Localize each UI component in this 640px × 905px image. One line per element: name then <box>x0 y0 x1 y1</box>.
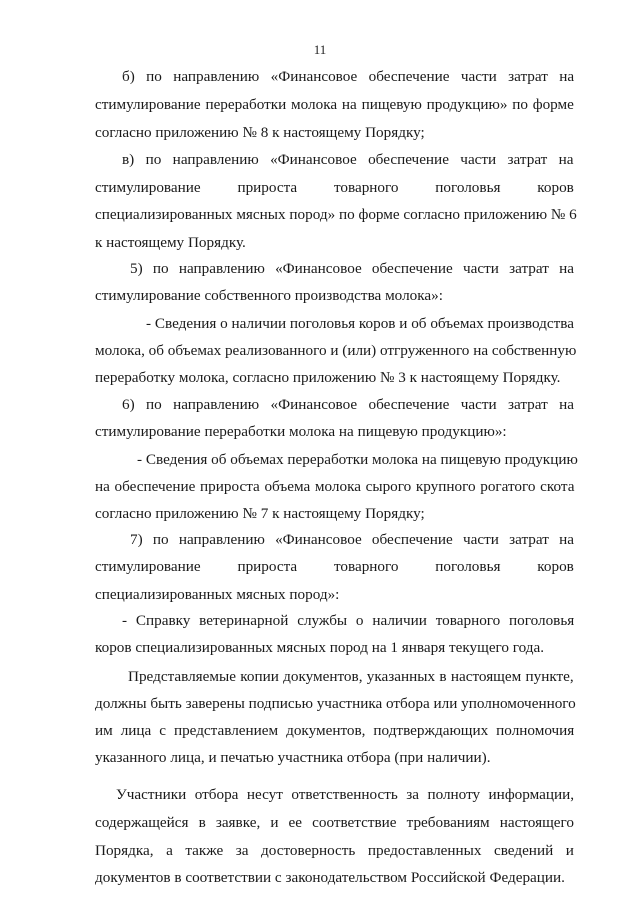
text-line: согласно приложению № 8 к настоящему Порядку; <box>95 124 425 141</box>
text-line: 6) по направлению «Финансовое обеспечение части затрат на <box>122 396 574 413</box>
text-line: Участники отбора несут ответственность за полноту информации, <box>116 786 575 803</box>
text-line: стимулирование собственного производства молока»: <box>95 287 443 304</box>
text-line: в) по направлению «Финансовое обеспечение части затрат на <box>122 151 574 168</box>
text-line: - Сведения об объемах переработки молока на пищевую продукцию <box>137 451 578 468</box>
text-line: им лица с представлением документов, подтверждающих полномочия <box>95 722 575 739</box>
text-line: на обеспечение прироста объема молока сырого крупного рогатого скота <box>95 478 575 495</box>
text-line: к настоящему Порядку. <box>95 234 246 251</box>
text-line: коров специализированных мясных пород на 1 января текущего года. <box>95 639 545 656</box>
text-line: Порядка, а также за достоверность предоставленных сведений и <box>95 842 574 859</box>
text-line: б) по направлению «Финансовое обеспечение части затрат на <box>122 68 575 85</box>
text-line: должны быть заверены подписью участника отбора или уполномоченного <box>95 695 576 712</box>
text-line: переработку молока, согласно приложению № 3 к настоящему Порядку. <box>95 369 561 386</box>
text-line: стимулирование переработки молока на пищевую продукцию» по форме <box>95 96 574 113</box>
text-line: 7) по направлению «Финансовое обеспечение части затрат на <box>130 531 574 548</box>
page-number: 11 <box>313 42 327 57</box>
text-line: документов в соответствии с законодательством Российской Федерации. <box>95 869 565 886</box>
text-line: содержащейся в заявке, и ее соответствие требованиям настоящего <box>95 814 574 831</box>
text-line: стимулирование прироста товарного поголовья коров <box>95 179 574 196</box>
text-line: стимулирование прироста товарного поголовья коров <box>95 558 574 575</box>
text-line: специализированных мясных пород»: <box>95 586 340 603</box>
text-line: специализированных мясных пород» по форме согласно приложению № 6 <box>95 206 577 223</box>
text-line: - Сведения о наличии поголовья коров и об объемах производства <box>146 315 574 332</box>
text-line: стимулирование переработки молока на пищевую продукцию»: <box>95 423 507 440</box>
text-line: 5) по направлению «Финансовое обеспечение части затрат на <box>130 260 574 277</box>
text-line: указанного лица, и печатью участника отбора (при наличии). <box>95 749 491 766</box>
text-line: молока, об объемах реализованного и (или) отгруженного на собственную <box>95 342 577 359</box>
text-line: согласно приложению № 7 к настоящему Порядку; <box>95 505 425 522</box>
text-line: Представляемые копии документов, указанных в настоящем пункте, <box>128 668 574 685</box>
text-line: - Справку ветеринарной службы о наличии товарного поголовья <box>122 612 575 629</box>
